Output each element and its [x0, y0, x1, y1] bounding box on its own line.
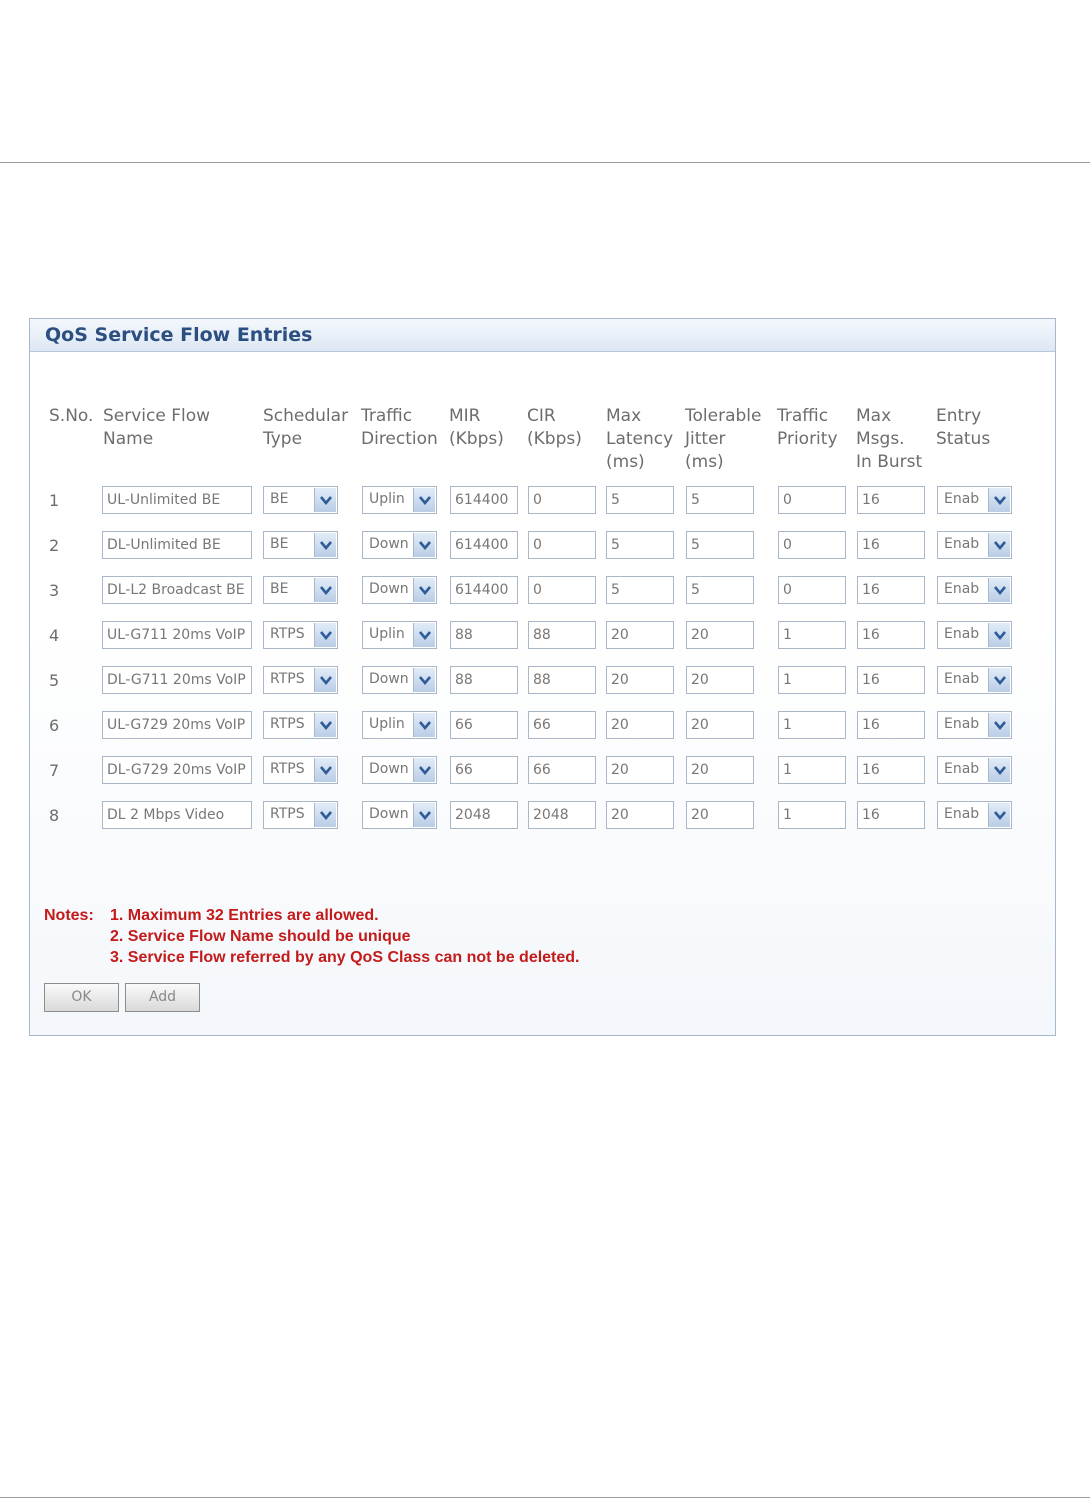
max-latency-input[interactable]: 5 [606, 576, 674, 604]
row-number: 8 [49, 806, 60, 825]
select-value: Enab [944, 671, 980, 687]
header-line: Traffic [361, 406, 413, 426]
chevron-down-icon[interactable] [413, 578, 435, 602]
header-sno [49, 405, 93, 428]
select-value: BE [270, 491, 289, 507]
entry-status-select[interactable] [937, 621, 1012, 649]
tolerable-jitter-input[interactable]: 20 [686, 801, 754, 829]
chevron-down-icon[interactable] [413, 713, 435, 737]
header-line: MIR [449, 406, 481, 426]
panel-body [30, 353, 1055, 1035]
chevron-down-icon[interactable] [314, 578, 336, 602]
chevron-down-icon[interactable] [988, 578, 1010, 602]
cir-input[interactable]: 88 [528, 666, 596, 694]
header-schedular-type [263, 405, 348, 451]
max-latency-input[interactable]: 20 [606, 711, 674, 739]
header-max-latency [606, 405, 673, 474]
cir-input[interactable]: 0 [528, 531, 596, 559]
header-traffic-priority [777, 405, 838, 451]
schedular-type-select[interactable] [263, 666, 338, 694]
schedular-type-select[interactable] [263, 711, 338, 739]
traffic-direction-select[interactable] [362, 576, 437, 604]
add-button[interactable]: Add [125, 983, 200, 1012]
select-value: Uplin [369, 626, 405, 642]
select-value: Enab [944, 806, 980, 822]
mir-input[interactable]: 66 [450, 711, 518, 739]
header-tolerable-jitter [685, 405, 761, 474]
select-value: Down [369, 671, 409, 687]
ok-button[interactable]: OK [44, 983, 119, 1012]
header-line: Latency [606, 429, 674, 449]
note-item: 1. Maximum 32 Entries are allowed. [110, 907, 379, 924]
chevron-down-icon[interactable] [314, 533, 336, 557]
cir-input[interactable]: 0 [528, 486, 596, 514]
note-item: 3. Service Flow referred by any QoS Class can not be deleted. [110, 949, 580, 966]
chevron-down-icon[interactable] [988, 488, 1010, 512]
max-msgs-burst-input[interactable]: 16 [857, 756, 925, 784]
chevron-down-icon[interactable] [314, 758, 336, 782]
header-line: (ms) [606, 452, 645, 472]
select-value: Down [369, 536, 409, 552]
select-value: Down [369, 581, 409, 597]
header-line: (Kbps) [449, 429, 504, 449]
header-line: Max [856, 406, 892, 426]
row-number: 7 [49, 761, 60, 780]
top-divider [0, 162, 1090, 163]
select-value: RTPS [270, 806, 305, 822]
header-line: Jitter [685, 429, 726, 449]
chevron-down-icon[interactable] [413, 758, 435, 782]
cir-input[interactable]: 88 [528, 621, 596, 649]
header-line: Priority [777, 429, 838, 449]
chevron-down-icon[interactable] [314, 803, 336, 827]
max-latency-input[interactable]: 20 [606, 621, 674, 649]
max-msgs-burst-input[interactable]: 16 [857, 666, 925, 694]
traffic-direction-select[interactable] [362, 801, 437, 829]
chevron-down-icon[interactable] [314, 623, 336, 647]
chevron-down-icon[interactable] [314, 668, 336, 692]
header-line: (ms) [685, 452, 724, 472]
select-value: Enab [944, 716, 980, 732]
chevron-down-icon[interactable] [988, 758, 1010, 782]
schedular-type-select[interactable] [263, 486, 338, 514]
qos-service-flow-panel [29, 318, 1056, 1036]
schedular-type-select[interactable] [263, 756, 338, 784]
schedular-type-select[interactable] [263, 801, 338, 829]
select-value: BE [270, 536, 289, 552]
header-line: Tolerable [685, 406, 762, 426]
select-value: BE [270, 581, 289, 597]
chevron-down-icon[interactable] [413, 668, 435, 692]
header-entry-status [936, 405, 990, 451]
row-number: 2 [49, 536, 60, 555]
traffic-direction-select[interactable] [362, 711, 437, 739]
service-flow-name-input[interactable]: UL-G711 20ms VoIP [102, 621, 252, 649]
tolerable-jitter-input[interactable]: 5 [686, 486, 754, 514]
select-value: Enab [944, 761, 980, 777]
chevron-down-icon[interactable] [988, 803, 1010, 827]
header-line: Schedular [263, 406, 349, 426]
tolerable-jitter-input[interactable]: 5 [686, 576, 754, 604]
mir-input[interactable]: 614400 [450, 486, 518, 514]
panel-title: QoS Service Flow Entries [30, 319, 1055, 352]
header-line: CIR [527, 406, 556, 426]
max-latency-input[interactable]: 20 [606, 666, 674, 694]
header-line: Traffic [777, 406, 829, 426]
service-flow-name-input[interactable]: DL 2 Mbps Video [102, 801, 252, 829]
entry-status-select[interactable] [937, 801, 1012, 829]
header-service-flow-name [103, 405, 210, 451]
row-number: 3 [49, 581, 60, 600]
entry-status-select[interactable] [937, 711, 1012, 739]
header-line: (Kbps) [527, 429, 582, 449]
tolerable-jitter-input[interactable]: 20 [686, 666, 754, 694]
bottom-divider [0, 1497, 1090, 1498]
cir-input[interactable]: 66 [528, 756, 596, 784]
traffic-priority-input[interactable]: 1 [778, 666, 846, 694]
header-line: Entry [936, 406, 982, 426]
chevron-down-icon[interactable] [988, 533, 1010, 557]
schedular-type-select[interactable] [263, 531, 338, 559]
header-max-msgs-burst [856, 405, 922, 474]
cir-input[interactable]: 0 [528, 576, 596, 604]
traffic-direction-select[interactable] [362, 756, 437, 784]
row-number: 5 [49, 671, 60, 690]
header-line: Name [103, 429, 154, 449]
tolerable-jitter-input[interactable]: 5 [686, 531, 754, 559]
max-latency-input[interactable]: 20 [606, 801, 674, 829]
mir-input[interactable]: 66 [450, 756, 518, 784]
cir-input[interactable]: 2048 [528, 801, 596, 829]
select-value: Enab [944, 581, 980, 597]
tolerable-jitter-input[interactable]: 20 [686, 621, 754, 649]
mir-input[interactable]: 88 [450, 621, 518, 649]
chevron-down-icon[interactable] [413, 623, 435, 647]
schedular-type-select[interactable] [263, 576, 338, 604]
traffic-direction-select[interactable] [362, 486, 437, 514]
tolerable-jitter-input[interactable]: 20 [686, 711, 754, 739]
select-value: Enab [944, 626, 980, 642]
header-line: Direction [361, 429, 438, 449]
header-line: Msgs. [856, 429, 905, 449]
max-msgs-burst-input[interactable]: 16 [857, 486, 925, 514]
header-line: Status [936, 429, 991, 449]
select-value: RTPS [270, 716, 305, 732]
max-latency-input[interactable]: 5 [606, 486, 674, 514]
max-msgs-burst-input[interactable]: 16 [857, 576, 925, 604]
header-cir [527, 405, 582, 451]
service-flow-name-input[interactable]: UL-Unlimited BE [102, 486, 252, 514]
service-flow-name-input[interactable]: DL-L2 Broadcast BE [102, 576, 252, 604]
mir-input[interactable]: 614400 [450, 576, 518, 604]
select-value: RTPS [270, 761, 305, 777]
traffic-priority-input[interactable]: 1 [778, 711, 846, 739]
row-number: 4 [49, 626, 60, 645]
select-value: Down [369, 761, 409, 777]
traffic-priority-input[interactable]: 0 [778, 576, 846, 604]
row-number: 6 [49, 716, 60, 735]
select-value: Down [369, 806, 409, 822]
traffic-priority-input[interactable]: 1 [778, 756, 846, 784]
entry-status-select[interactable] [937, 531, 1012, 559]
traffic-priority-input[interactable]: 1 [778, 801, 846, 829]
note-item: 2. Service Flow Name should be unique [110, 928, 411, 945]
max-msgs-burst-input[interactable]: 16 [857, 531, 925, 559]
traffic-priority-input[interactable]: 0 [778, 531, 846, 559]
header-line: Service Flow [103, 406, 211, 426]
max-msgs-burst-input[interactable]: 16 [857, 711, 925, 739]
notes-label: Notes: [44, 907, 94, 924]
select-value: RTPS [270, 626, 305, 642]
max-msgs-burst-input[interactable]: 16 [857, 801, 925, 829]
chevron-down-icon[interactable] [314, 488, 336, 512]
row-number: 1 [49, 491, 60, 510]
entry-status-select[interactable] [937, 576, 1012, 604]
chevron-down-icon[interactable] [413, 488, 435, 512]
select-value: Enab [944, 491, 980, 507]
chevron-down-icon[interactable] [988, 668, 1010, 692]
chevron-down-icon[interactable] [413, 533, 435, 557]
select-value: RTPS [270, 671, 305, 687]
service-flow-name-input[interactable]: UL-G729 20ms VoIP [102, 711, 252, 739]
entry-status-select[interactable] [937, 756, 1012, 784]
max-latency-input[interactable]: 20 [606, 756, 674, 784]
header-mir [449, 405, 504, 451]
max-latency-input[interactable]: 5 [606, 531, 674, 559]
traffic-priority-input[interactable]: 0 [778, 486, 846, 514]
select-value: Enab [944, 536, 980, 552]
cir-input[interactable]: 66 [528, 711, 596, 739]
mir-input[interactable]: 2048 [450, 801, 518, 829]
header-line: Type [263, 429, 303, 449]
entry-status-select[interactable] [937, 666, 1012, 694]
mir-input[interactable]: 88 [450, 666, 518, 694]
mir-input[interactable]: 614400 [450, 531, 518, 559]
chevron-down-icon[interactable] [988, 623, 1010, 647]
select-value: Uplin [369, 491, 405, 507]
schedular-type-select[interactable] [263, 621, 338, 649]
header-traffic-direction [361, 405, 438, 451]
chevron-down-icon[interactable] [413, 803, 435, 827]
header-line: In Burst [856, 452, 923, 472]
chevron-down-icon[interactable] [988, 713, 1010, 737]
chevron-down-icon[interactable] [314, 713, 336, 737]
service-flow-name-input[interactable]: DL-G729 20ms VoIP [102, 756, 252, 784]
traffic-direction-select[interactable] [362, 531, 437, 559]
max-msgs-burst-input[interactable]: 16 [857, 621, 925, 649]
tolerable-jitter-input[interactable]: 20 [686, 756, 754, 784]
traffic-direction-select[interactable] [362, 621, 437, 649]
entry-status-select[interactable] [937, 486, 1012, 514]
service-flow-name-input[interactable]: DL-G711 20ms VoIP [102, 666, 252, 694]
traffic-priority-input[interactable]: 1 [778, 621, 846, 649]
service-flow-name-input[interactable]: DL-Unlimited BE [102, 531, 252, 559]
header-line: S.No. [49, 406, 94, 426]
select-value: Uplin [369, 716, 405, 732]
header-line: Max [606, 406, 642, 426]
traffic-direction-select[interactable] [362, 666, 437, 694]
